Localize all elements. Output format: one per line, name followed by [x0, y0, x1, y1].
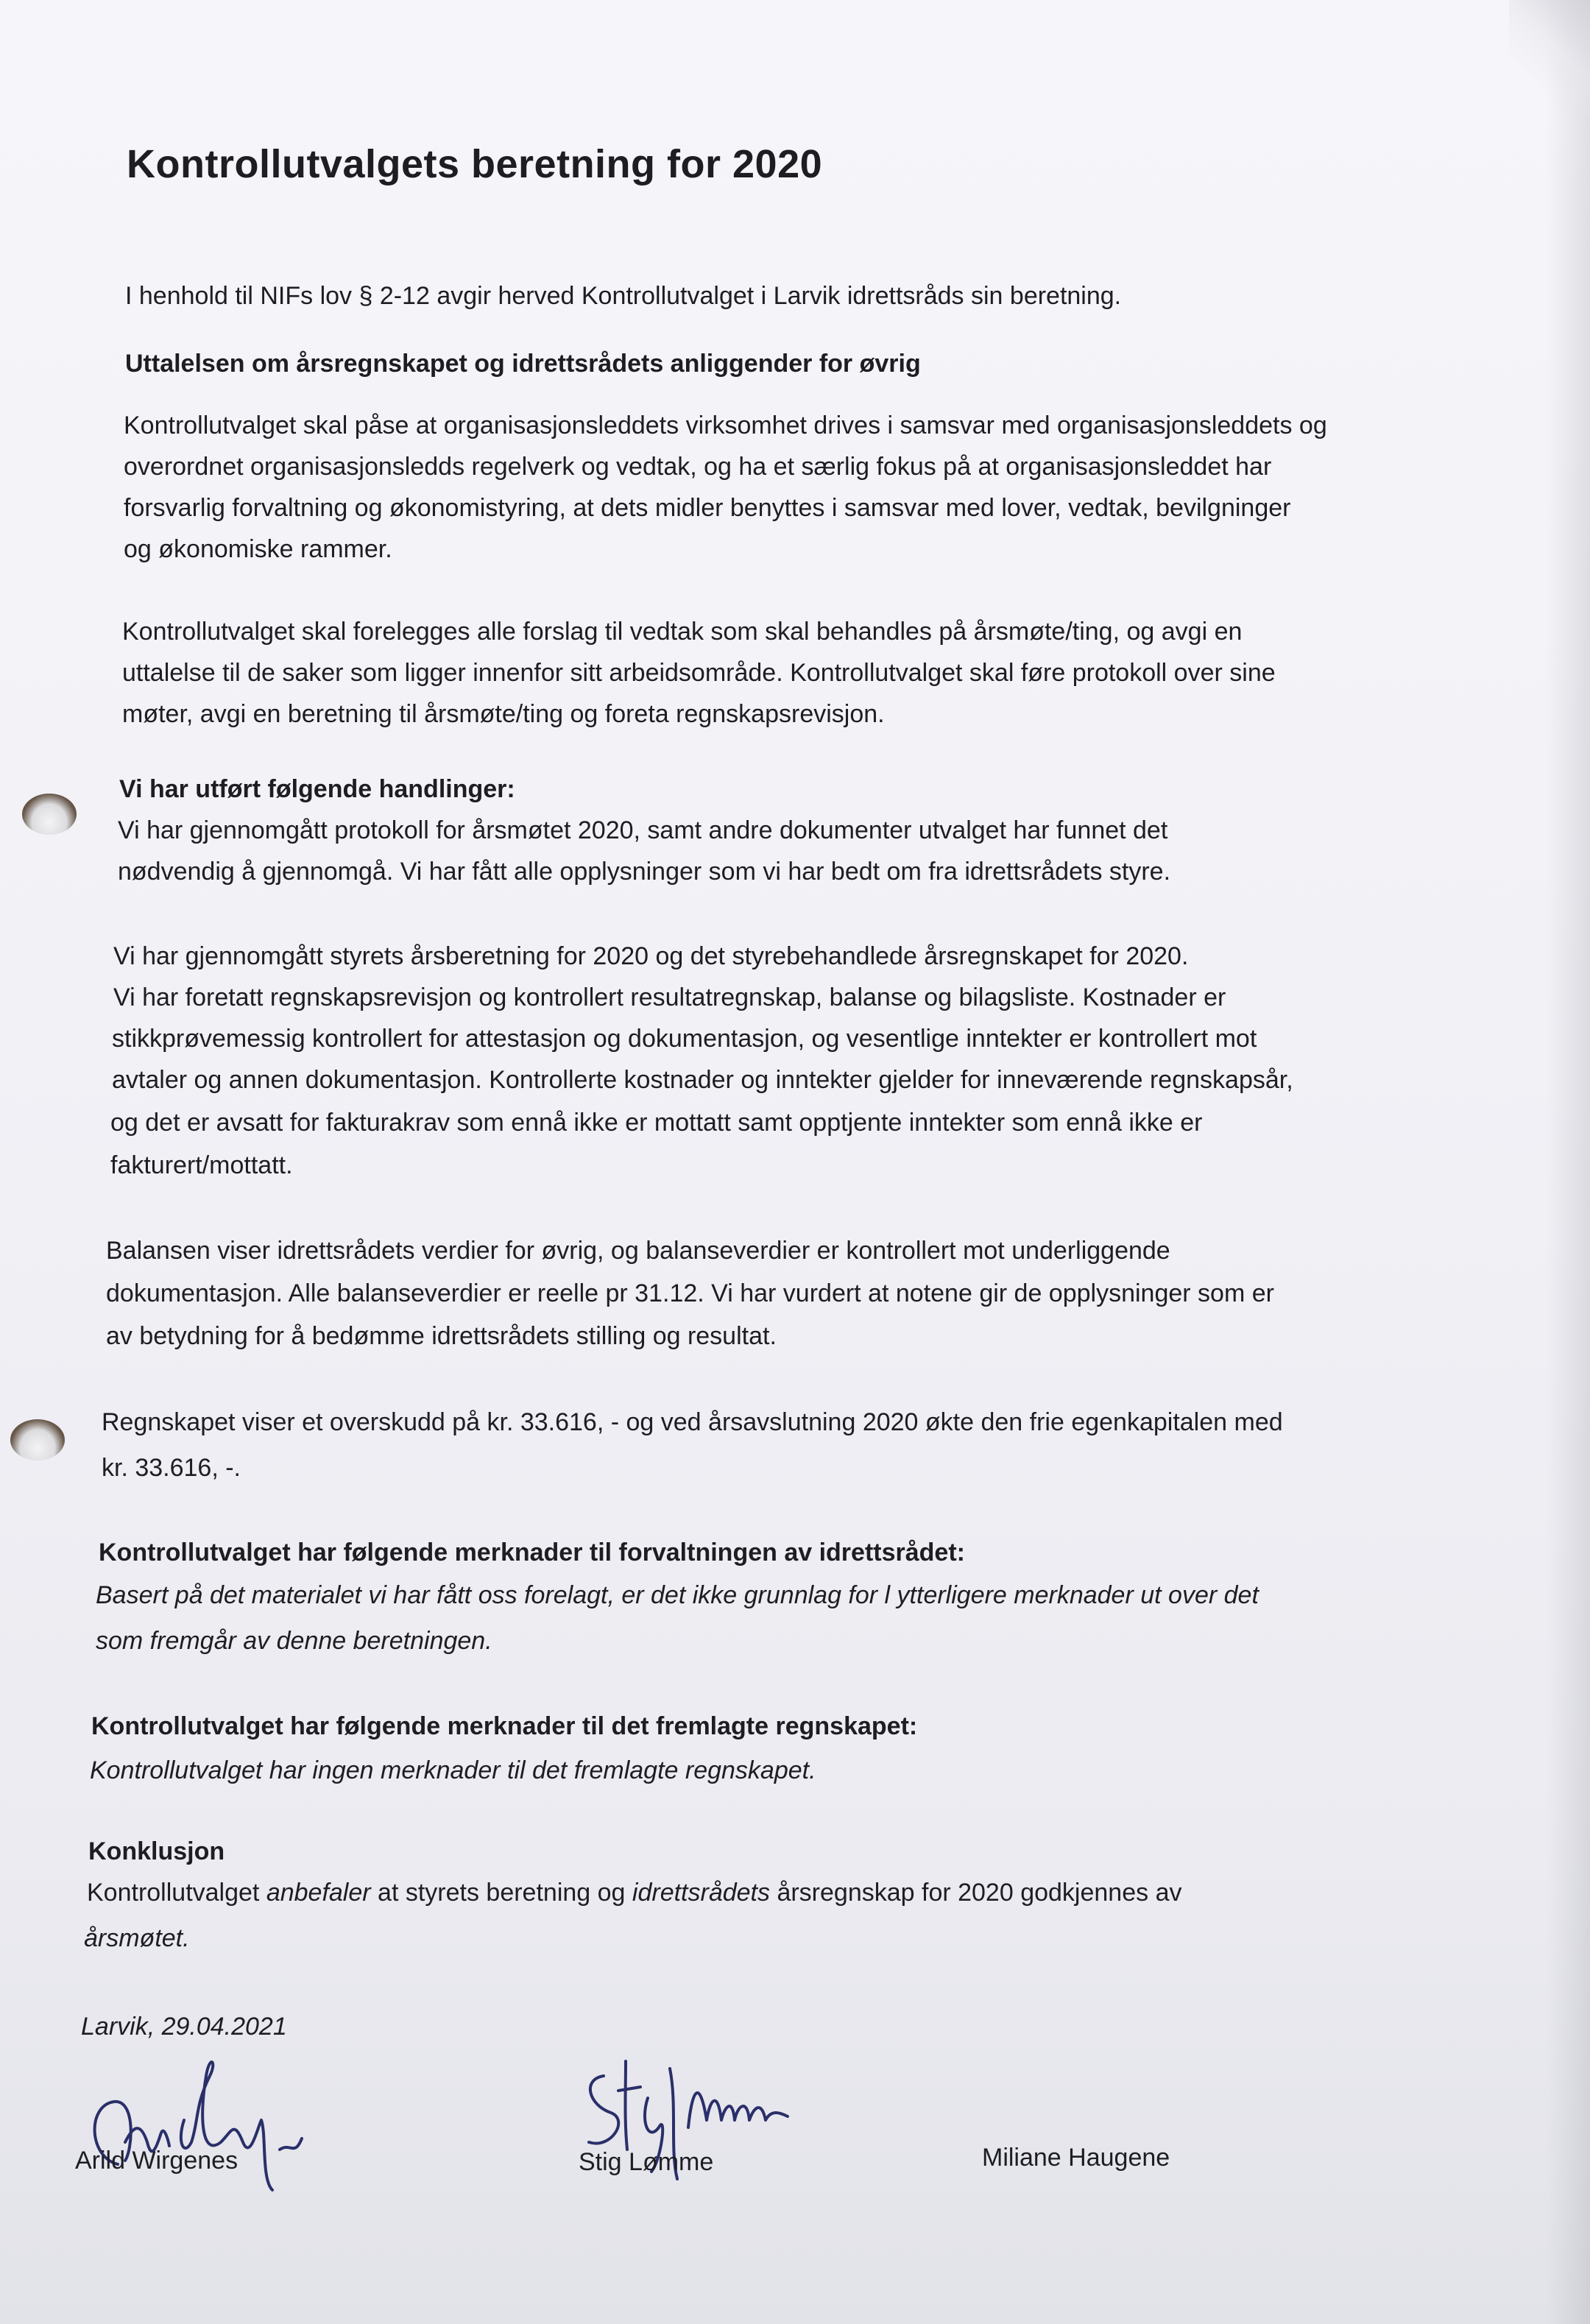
paragraph-line: Vi har foretatt regnskapsrevisjon og kontrollert resultatregnskap, balanse og bilagsliste. Kostnader er	[113, 983, 1226, 1011]
punch-hole-top	[22, 794, 77, 835]
paragraph-line: fakturert/mottatt.	[110, 1151, 293, 1179]
conclusion-text: årsregnskap for 2020 godkjennes av	[770, 1879, 1182, 1907]
conclusion-line	[87, 1879, 1181, 1907]
conclusion-line: årsmøtet.	[84, 1924, 190, 1952]
paragraph-line: og økonomiske rammer.	[124, 535, 392, 563]
document-title: Kontrollutvalgets beretning for 2020	[127, 142, 823, 186]
paragraph-line: Vi har gjennomgått protokoll for årsmøtet 2020, samt andre dokumenter utvalget har funnet det	[118, 816, 1168, 844]
paragraph-line: avtaler og annen dokumentasjon. Kontrollerte kostnader og inntekter gjelder for inneværende regnskapsår,	[112, 1066, 1293, 1094]
remark-line: Kontrollutvalget har ingen merknader til det fremlagte regnskapet.	[90, 1756, 816, 1784]
conclusion-heading: Konklusjon	[88, 1837, 225, 1865]
paragraph-line: overordnet organisasjonsledds regelverk og vedtak, og ha et særlig fokus på at organisasjonsleddet har	[124, 453, 1272, 481]
paragraph-line: møter, avgi en beretning til årsmøte/ting og foreta regnskapsrevisjon.	[122, 700, 885, 728]
section1-heading: Uttalelsen om årsregnskapet og idrettsrådets anliggender for øvrig	[125, 350, 921, 378]
remark-line: som fremgår av denne beretningen.	[96, 1627, 492, 1655]
paragraph-line: Vi har gjennomgått styrets årsberetning for 2020 og det styrebehandlede årsregnskapet for 2020.	[113, 942, 1189, 970]
intro-text: I henhold til NIFs lov § 2-12 avgir herved Kontrollutvalget i Larvik idrettsråds sin beretning.	[125, 282, 1122, 310]
conclusion-emphasis: anbefaler	[266, 1879, 371, 1907]
place-date: Larvik, 29.04.2021	[81, 2013, 287, 2041]
paragraph-line: nødvendig å gjennomgå. Vi har fått alle opplysninger som vi har bedt om fra idrettsrådets styre.	[118, 858, 1171, 886]
paragraph-line: og det er avsatt for fakturakrav som ennå ikke er mottatt samt opptjente inntekter som ennå ikke er	[110, 1109, 1203, 1137]
signature-arild-wirgenes	[74, 2032, 398, 2201]
paragraph-line: dokumentasjon. Alle balanseverdier er reelle pr 31.12. Vi har vurdert at notene gir de opplysninger som er	[106, 1279, 1274, 1307]
signer-name: Arild Wirgenes	[75, 2147, 239, 2175]
page-corner-curl	[1509, 0, 1590, 118]
paragraph-line: uttalelse til de saker som ligger innenfor sitt arbeidsområde. Kontrollutvalget skal føre protokoll over sine	[122, 659, 1276, 687]
conclusion-emphasis: idrettsrådets	[632, 1879, 770, 1907]
paragraph-line: Balansen viser idrettsrådets verdier for øvrig, og balanseverdier er kontrollert mot underliggende	[106, 1237, 1170, 1265]
signer-name: Miliane Haugene	[982, 2144, 1170, 2172]
paragraph-line: forsvarlig forvaltning og økonomistyring, at dets midler benyttes i samsvar med lover, vedtak, bevilgninger	[124, 494, 1291, 522]
section4-heading: Kontrollutvalget har følgende merknader til det fremlagte regnskapet:	[91, 1712, 918, 1740]
paragraph-line: av betydning for å bedømme idrettsrådets stilling og resultat.	[106, 1322, 777, 1350]
conclusion-text: at styrets beretning og	[370, 1879, 632, 1907]
conclusion-text: Kontrollutvalget	[87, 1879, 266, 1907]
paragraph-line: Kontrollutvalget skal påse at organisasjonsleddets virksomhet drives i samsvar med organisasjonsleddets og	[124, 412, 1327, 439]
paragraph-line: Kontrollutvalget skal forelegges alle forslag til vedtak som skal behandles på årsmøte/ting, og avgi en	[122, 618, 1243, 646]
remark-line: Basert på det materialet vi har fått oss forelagt, er det ikke grunnlag for l ytterligere merknader ut over det	[96, 1581, 1259, 1609]
signer-name: Stig Lømme	[579, 2148, 714, 2176]
paragraph-line: kr. 33.616, -.	[102, 1454, 241, 1482]
paragraph-line: Regnskapet viser et overskudd på kr. 33.616, - og ved årsavslutning 2020 økte den frie egenkapitalen med	[102, 1408, 1283, 1436]
page-shadow	[1546, 0, 1590, 2324]
punch-hole-bottom	[10, 1419, 65, 1461]
paragraph-line: stikkprøvemessig kontrollert for attestasjon og dokumentasjon, og vesentlige inntekter er kontrollert mot	[112, 1025, 1257, 1053]
section2-heading: Vi har utført følgende handlinger:	[119, 775, 515, 803]
section3-heading: Kontrollutvalget har følgende merknader til forvaltningen av idrettsrådet:	[99, 1539, 965, 1567]
